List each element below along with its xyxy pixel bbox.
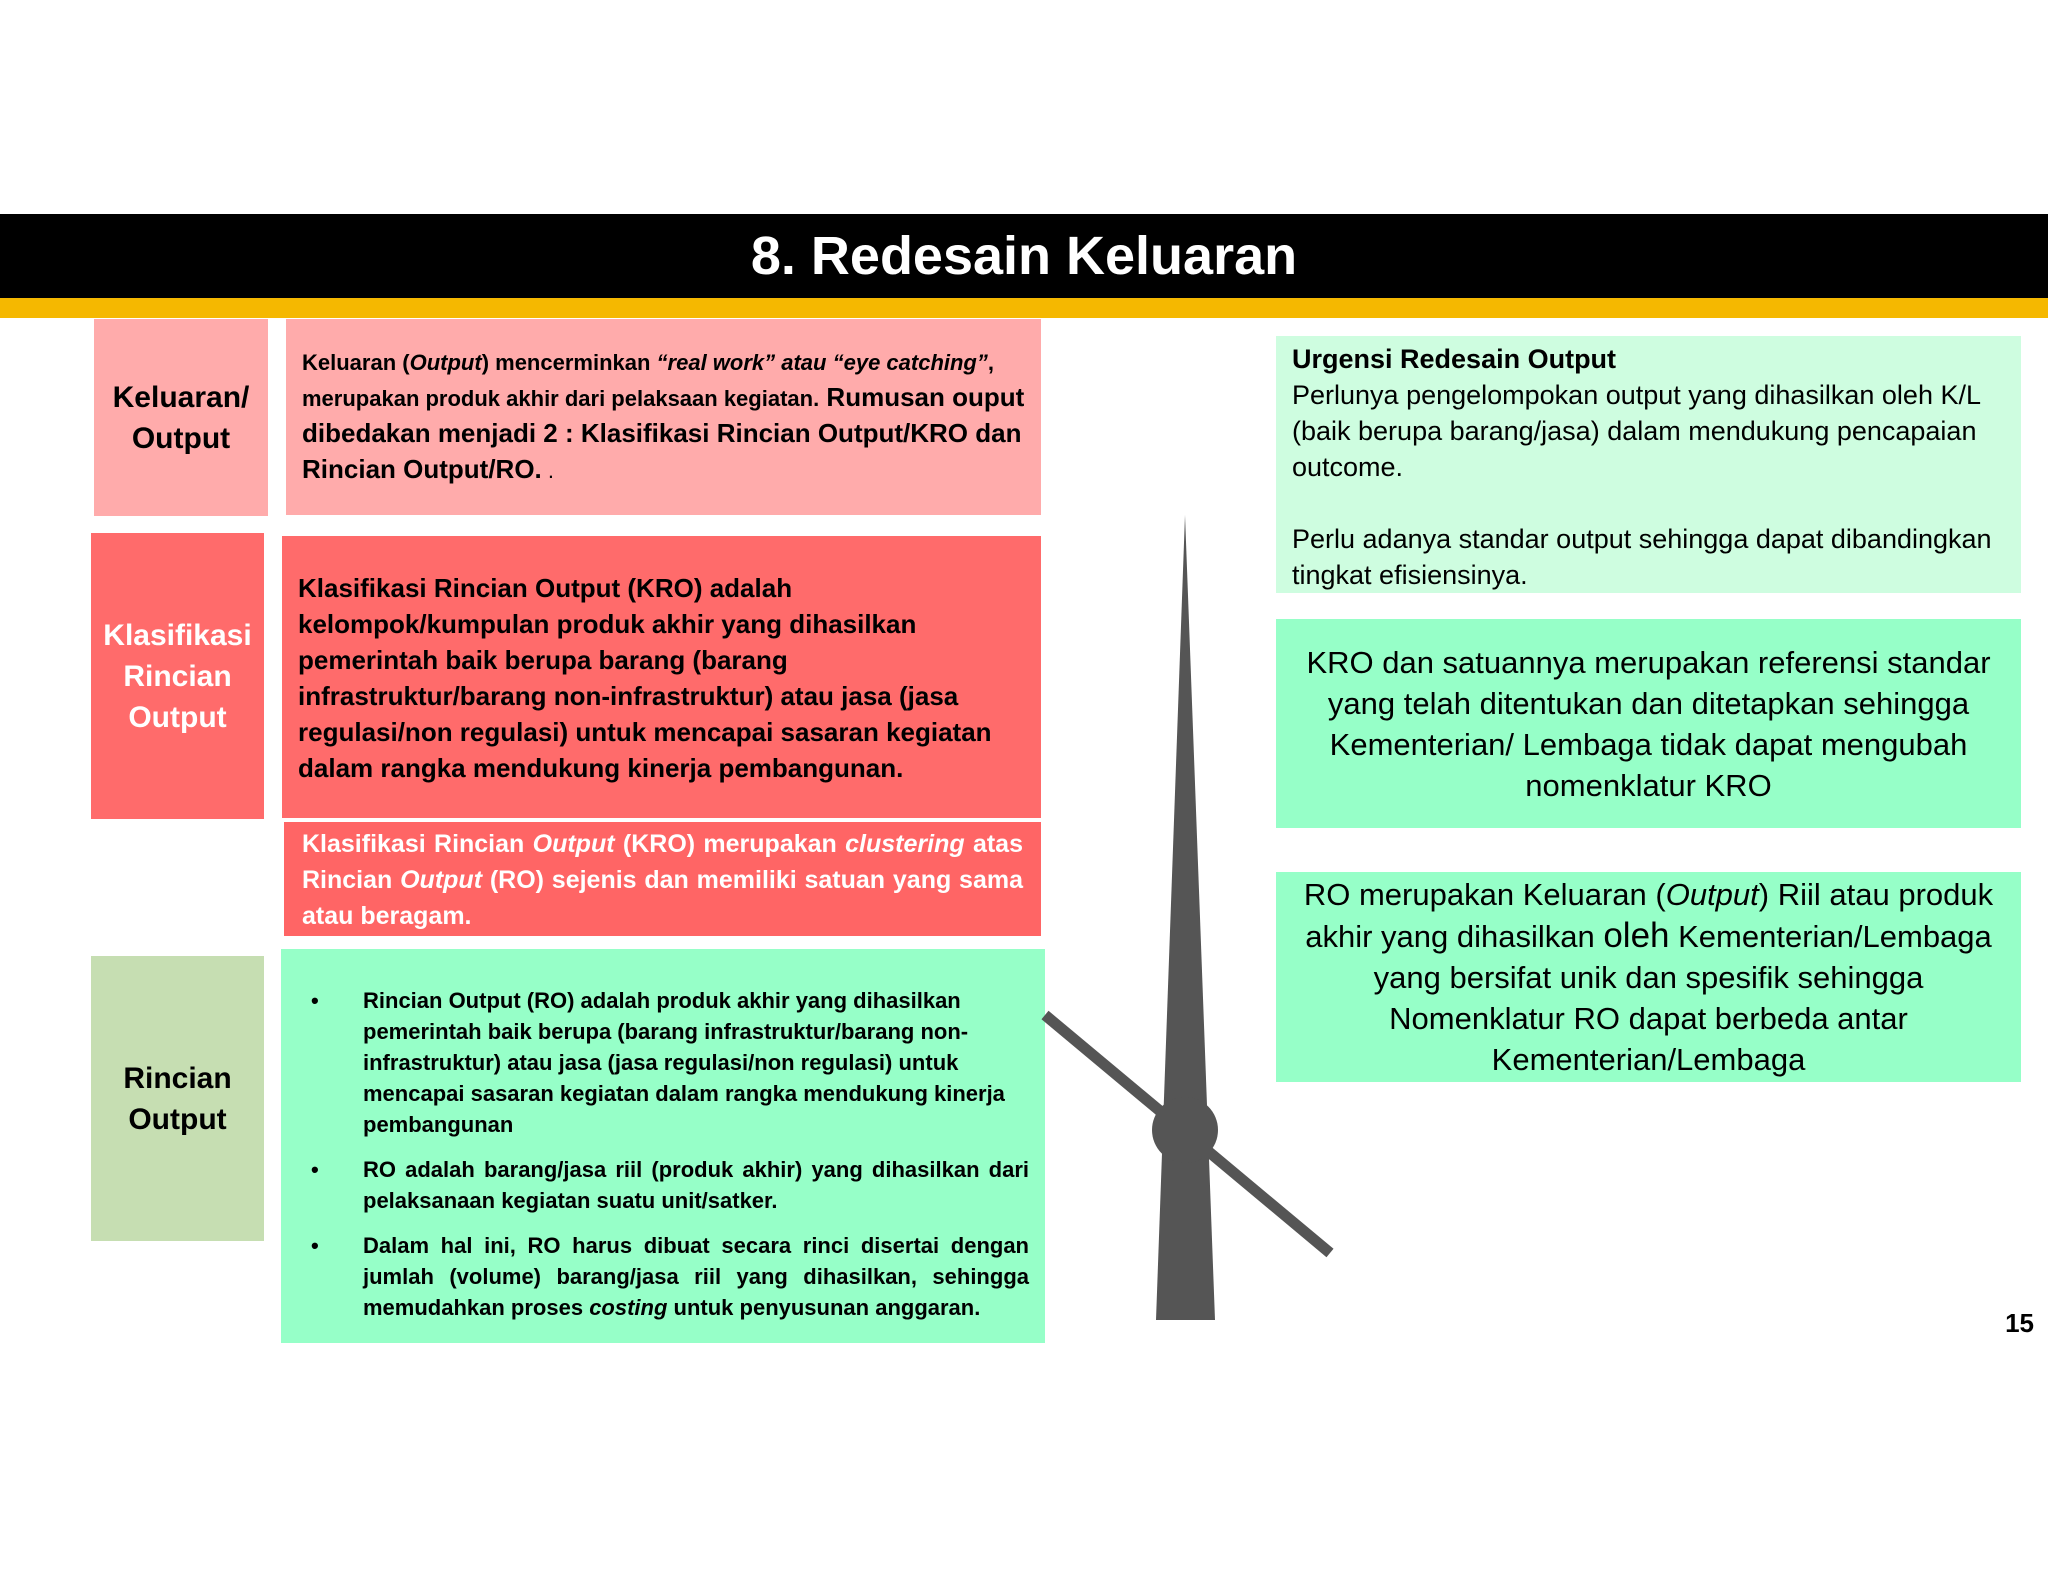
urgensi-heading: Urgensi Redesain Output xyxy=(1292,344,1617,374)
label-keluaran-line2: Output xyxy=(131,421,231,455)
ro-reference-box xyxy=(1276,872,2021,1082)
pole-spike xyxy=(1156,515,1215,1320)
kro-cluster-italic-1: Output xyxy=(532,830,615,858)
label-kro-line3: Output xyxy=(128,700,227,734)
keluaran-text-3: , merupakan produk akhir dari pelaksaan kegiatan. xyxy=(302,350,994,411)
label-kro-line2: Rincian xyxy=(123,659,232,693)
urgensi-box xyxy=(1276,336,2021,593)
ro-ref-text-1: RO merupakan Keluaran ( xyxy=(1303,877,1666,912)
ro-bullet-3-text-1: Dalam hal ini, RO harus dibuat secara rinci disertai dengan jumlah (volume) barang/jasa riil yang dihasilkan, sehingga memudahkan proses xyxy=(363,1233,1029,1320)
ro-ref-text-3: Kementerian/Lembaga yang bersifat unik dan spesifik sehingga Nomenklatur RO dapat berbeda antar Kementerian/Lembaga xyxy=(1373,919,1992,1077)
ro-bullet-3-italic: costing xyxy=(589,1295,668,1320)
ro-ref-italic: Output xyxy=(1665,877,1759,912)
ro-bullet-3-text-2: untuk penyusunan anggaran. xyxy=(667,1295,981,1320)
keluaran-text-2-italic: “real work” atau “eye catching” xyxy=(656,350,988,375)
kro-cluster-text-2: (KRO) merupakan xyxy=(614,830,846,858)
kro-cluster-text-4: (RO) sejenis dan memiliki satuan yang sama atau beragam. xyxy=(302,866,1023,930)
keluaran-text-1: Keluaran ( xyxy=(302,350,410,375)
keluaran-text-4: Rumusan ouput dibedakan menjadi 2 : Klasifikasi Rincian Output/KRO dan Rincian Output/RO. xyxy=(302,382,1025,484)
urgensi-para-1: Perlunya pengelompokan output yang dihasilkan oleh K/L (baik berupa barang/jasa) dalam mendukung pencapaian outcome. xyxy=(1292,380,1980,482)
keluaran-text-2: ) mencerminkan xyxy=(481,350,657,375)
kro-cluster-text-1: Klasifikasi Rincian xyxy=(302,830,533,858)
page-number: 15 xyxy=(2005,1308,2034,1338)
ro-ref-text-2: ) Riil atau produk akhir yang dihasilkan xyxy=(1305,877,1994,954)
label-ro-line2: Output xyxy=(128,1102,227,1136)
kro-reference-text: KRO dan satuannya merupakan referensi standar yang telah ditentukan dan ditetapkan sehingga Kementerian/ Lembaga tidak dapat mengubah nomenklatur KRO xyxy=(1306,644,1991,803)
urgensi-para-2: Perlu adanya standar output sehingga dapat dibandingkan tingkat efisiensinya. xyxy=(1292,524,1992,590)
kro-cluster-italic-3: Output xyxy=(400,866,483,894)
kro-reference-box xyxy=(1276,619,2021,828)
ro-ref-text-big: oleh xyxy=(1603,916,1670,955)
kro-cluster-text-3: atas Rincian xyxy=(302,830,1023,894)
keluaran-text-1-italic: Output xyxy=(409,350,482,375)
kro-description-text: Klasifikasi Rincian Output (KRO) adalah kelompok/kumpulan produk akhir yang dihasilkan pemerintah baik berupa barang (barang infrastruktur/barang non-infrastruktur) atau jasa (jasa regulasi/non regulasi) untuk mencapai sasaran kegiatan dalam rangka mendukung kinerja pembangunan. xyxy=(298,573,992,783)
ro-bullet-2-text: RO adalah barang/jasa riil (produk akhir) yang dihasilkan dari pelaksanaan kegiatan suatu unit/satker. xyxy=(363,1157,1029,1213)
label-kro-line1: Klasifikasi xyxy=(103,618,252,652)
label-keluaran-line1: Keluaran/ xyxy=(112,380,250,414)
slide-title: 8. Redesain Keluaran xyxy=(750,226,1298,286)
ro-bullet-1-text: Rincian Output (RO) adalah produk akhir yang dihasilkan pemerintah baik berupa (barang infrastruktur/barang non-infrastruktur) atau jasa (jasa regulasi/non regulasi) untuk mencapai sasaran kegiatan dalam rangka mendukung kinerja pembangunan xyxy=(363,988,1005,1137)
keluaran-text-5: . xyxy=(541,458,554,483)
kro-cluster-italic-2: clustering xyxy=(845,830,965,858)
pole-hub xyxy=(1152,1097,1218,1163)
label-ro-line1: Rincian xyxy=(123,1061,232,1095)
